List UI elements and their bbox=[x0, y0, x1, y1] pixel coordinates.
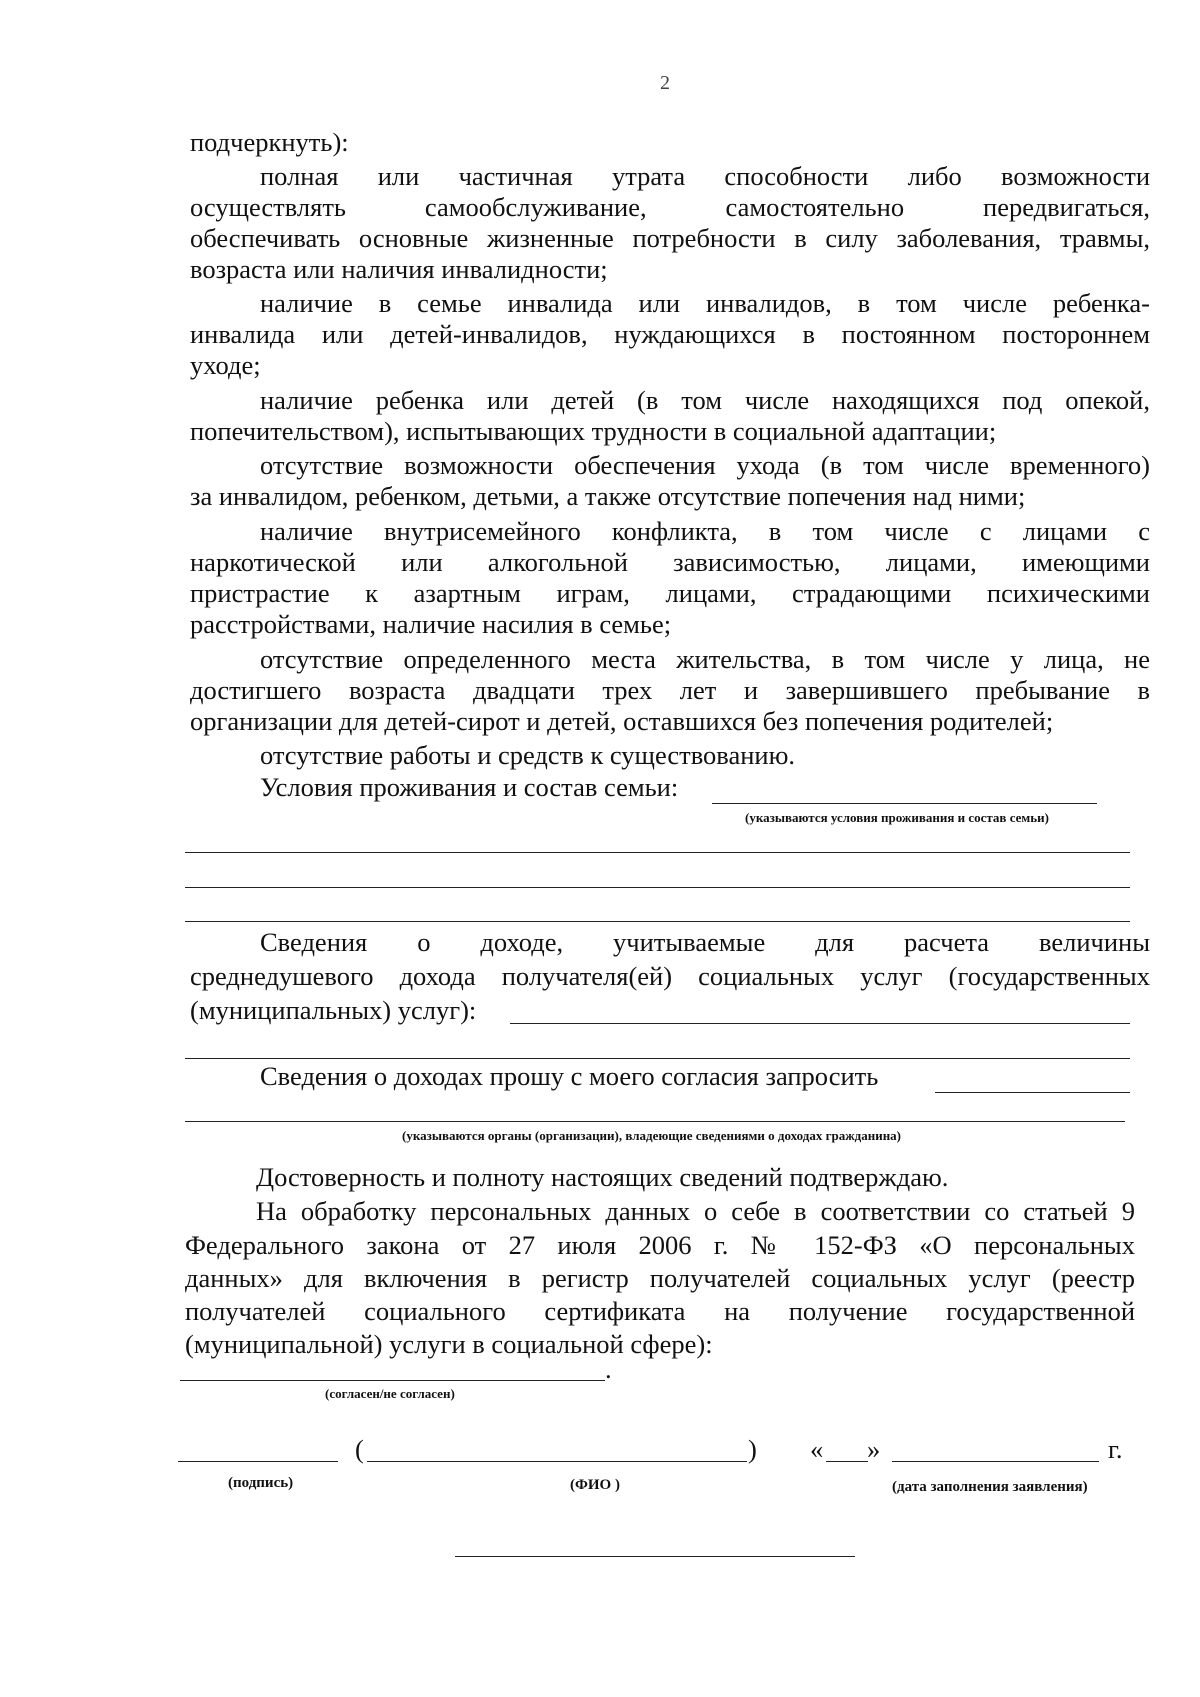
income-request-label: Сведения о доходах прошу с моего согласия запросить bbox=[260, 1061, 879, 1091]
day-open-quote: « bbox=[810, 1434, 824, 1464]
text-line: Сведения о доходе, учитываемые для расчета величины bbox=[260, 927, 1150, 957]
text-line: обеспечивать основные жизненные потребности в силу заболевания, травмы, bbox=[190, 223, 1150, 253]
text-line: подчеркнуть): bbox=[190, 127, 349, 157]
living-conditions-field-line[interactable] bbox=[185, 921, 1130, 922]
text-line: отсутствие определенного места жительства, в том числе у лица, не bbox=[260, 644, 1150, 674]
text-line: достигшего возраста двадцати трех лет и завершившего пребывание в bbox=[190, 675, 1150, 705]
living-conditions-label: Условия проживания и состав семьи: bbox=[260, 772, 679, 802]
consent-field[interactable] bbox=[180, 1380, 605, 1381]
income-info-label: (муниципальных) услуг): bbox=[190, 995, 477, 1025]
text-line: расстройствами, наличие насилия в семье; bbox=[190, 609, 672, 639]
text-line: Федерального закона от 27 июля 2006 г. № 152-ФЗ «О персональных bbox=[185, 1230, 1135, 1260]
income-request-field-line[interactable] bbox=[185, 1121, 1125, 1122]
text-line: наличие ребенка или детей (в том числе находящихся под опекой, bbox=[260, 385, 1150, 415]
text-line: (муниципальной) услуги в социальной сфере): bbox=[185, 1329, 713, 1359]
income-bodies-note: (указываются органы (организации), владеющие сведениями о доходах гражданина) bbox=[402, 1128, 902, 1143]
text-line: возраста или наличия инвалидности; bbox=[190, 254, 608, 284]
page-number: 2 bbox=[660, 72, 670, 94]
text-line: среднедушевого дохода получателя(ей) социальных услуг (государственных bbox=[190, 961, 1150, 991]
year-suffix: г. bbox=[1108, 1434, 1123, 1464]
living-conditions-field-line[interactable] bbox=[185, 852, 1130, 853]
income-request-field[interactable] bbox=[935, 1092, 1130, 1093]
consent-note: (согласен/не согласен) bbox=[325, 1386, 455, 1401]
income-info-field-line[interactable] bbox=[185, 1058, 1130, 1059]
date-note: (дата заполнения заявления) bbox=[892, 1479, 1088, 1495]
text-line: наличие внутрисемейного конфликта, в том числе с лицами с bbox=[260, 516, 1150, 546]
text-line: получателей социального сертификата на получение государственной bbox=[185, 1296, 1135, 1326]
text-line: осуществлять самообслуживание, самостоятельно передвигаться, bbox=[190, 192, 1150, 222]
income-info-field[interactable] bbox=[510, 1023, 1130, 1024]
fio-field[interactable] bbox=[367, 1461, 747, 1462]
text-line: данных» для включения в регистр получателей социальных услуг (реестр bbox=[185, 1263, 1135, 1293]
date-field[interactable] bbox=[892, 1461, 1099, 1462]
text-line: инвалида или детей-инвалидов, нуждающихся в постоянном постороннем bbox=[190, 319, 1150, 349]
day-close-quote: » bbox=[867, 1434, 881, 1464]
signature-field[interactable] bbox=[178, 1461, 338, 1462]
text-line: пристрастие к азартным играм, лицами, страдающими психическими bbox=[190, 578, 1150, 608]
text-line: Достоверность и полноту настоящих сведений подтверждаю. bbox=[256, 1162, 949, 1192]
text-line: отсутствие работы и средств к существованию. bbox=[260, 740, 796, 770]
living-conditions-field-line[interactable] bbox=[185, 887, 1130, 888]
signature-note: (подпись) bbox=[228, 1475, 294, 1491]
text-line: наркотической или алкогольной зависимостью, лицами, имеющими bbox=[190, 547, 1150, 577]
consent-period: . bbox=[605, 1354, 612, 1384]
living-conditions-field[interactable] bbox=[712, 803, 1097, 804]
text-line: наличие в семье инвалида или инвалидов, в том числе ребенка- bbox=[260, 288, 1150, 318]
text-line: за инвалидом, ребенком, детьми, а также отсутствие попечения над ними; bbox=[190, 481, 1026, 511]
text-line: отсутствие возможности обеспечения ухода (в том числе временного) bbox=[260, 450, 1150, 480]
living-conditions-note: (указываются условия проживания и состав семьи) bbox=[745, 810, 1049, 825]
fio-note: (ФИО ) bbox=[570, 1477, 620, 1493]
text-line: На обработку персональных данных о себе в соответствии со статьей 9 bbox=[256, 1196, 1135, 1226]
day-field[interactable] bbox=[826, 1461, 868, 1462]
fio-open-paren: ( bbox=[355, 1434, 364, 1464]
fio-close-paren: ) bbox=[748, 1434, 757, 1464]
text-line: организации для детей-сирот и детей, оставшихся без попечения родителей; bbox=[190, 706, 1054, 736]
text-line: полная или частичная утрата способности либо возможности bbox=[260, 161, 1150, 191]
text-line: попечительством), испытывающих трудности в социальной адаптации; bbox=[190, 416, 997, 446]
closing-rule bbox=[455, 1556, 855, 1557]
text-line: уходе; bbox=[190, 350, 261, 380]
